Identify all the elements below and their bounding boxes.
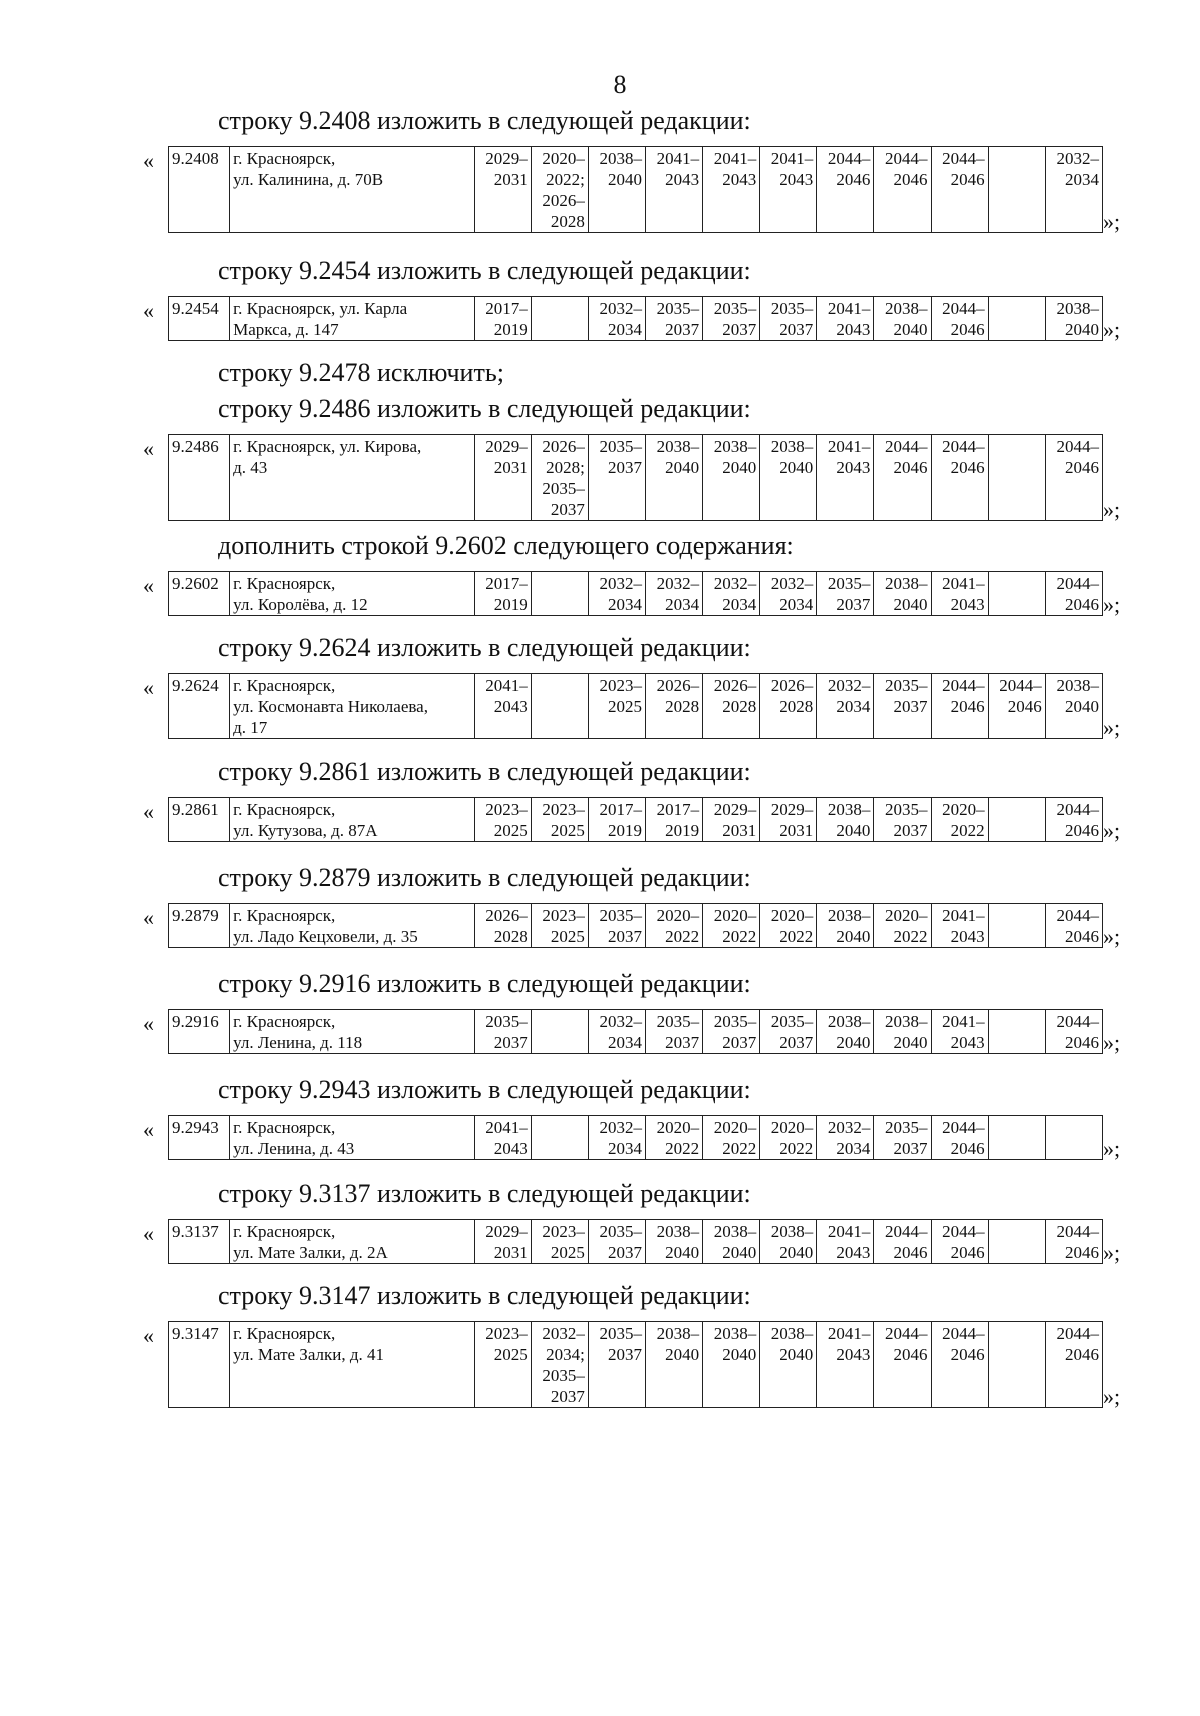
year-range-cell: 2032– 2034 [817, 674, 874, 739]
year-range-cell [531, 297, 588, 341]
table-row-wrapper [0, 1115, 1200, 1160]
closing-quote: »; [1103, 1384, 1121, 1409]
year-range-cell: 2041– 2043 [817, 297, 874, 341]
year-range-cell: 2035– 2037 [703, 1010, 760, 1054]
year-range-cell: 2020– 2022 [931, 798, 988, 842]
amendment-heading: строку 9.2486 изложить в следующей редакции: [218, 394, 751, 423]
year-range-cell: 2041– 2043 [760, 147, 817, 233]
year-range-cell: 2038– 2040 [1045, 297, 1102, 341]
amendment-table [168, 1115, 1103, 1160]
table-row-wrapper [0, 1009, 1200, 1054]
year-range-cell: 2035– 2037 [817, 572, 874, 616]
year-range-cell: 2038– 2040 [817, 904, 874, 948]
year-range-cell: 2044– 2046 [931, 297, 988, 341]
year-range-cell: 2035– 2037 [760, 1010, 817, 1054]
opening-quote: « [143, 1323, 154, 1348]
year-range-cell: 2029– 2031 [474, 147, 531, 233]
table-row-wrapper [0, 1321, 1200, 1408]
table-row-wrapper [0, 673, 1200, 739]
amendment-block [0, 968, 1200, 1054]
table-row [169, 798, 1103, 842]
year-range-cell: 2026– 2028 [645, 674, 702, 739]
year-range-cell [988, 1322, 1045, 1408]
year-range-cell: 2038– 2040 [760, 1322, 817, 1408]
year-range-cell: 2032– 2034; 2035– 2037 [531, 1322, 588, 1408]
year-range-cell: 2026– 2028; 2035– 2037 [531, 435, 588, 521]
year-range-cell [988, 798, 1045, 842]
amendment-block [0, 632, 1200, 739]
amendment-block [0, 255, 1200, 341]
year-range-cell: 2044– 2046 [931, 435, 988, 521]
table-row [169, 435, 1103, 521]
year-range-cell: 2038– 2040 [588, 147, 645, 233]
year-range-cell: 2023– 2025 [531, 1220, 588, 1264]
opening-quote: « [143, 675, 154, 700]
year-range-cell: 2035– 2037 [645, 297, 702, 341]
row-number-cell: 9.2624 [169, 674, 230, 739]
year-range-cell: 2032– 2034 [703, 572, 760, 616]
year-range-cell: 2038– 2040 [645, 1322, 702, 1408]
table-row-wrapper [0, 434, 1200, 521]
opening-quote: « [143, 799, 154, 824]
closing-quote: »; [1103, 818, 1121, 843]
year-range-cell: 2035– 2037 [588, 1322, 645, 1408]
year-range-cell [988, 147, 1045, 233]
amendment-heading: строку 9.2454 изложить в следующей редакции: [218, 256, 751, 285]
year-range-cell: 2035– 2037 [588, 1220, 645, 1264]
year-range-cell: 2020– 2022; 2026– 2028 [531, 147, 588, 233]
address-cell: г. Красноярск, ул. Ладо Кецховели, д. 35 [230, 904, 475, 948]
amendment-heading: строку 9.2916 изложить в следующей редакции: [218, 969, 751, 998]
year-range-cell [988, 1010, 1045, 1054]
year-range-cell: 2023– 2025 [531, 798, 588, 842]
address-cell: г. Красноярск, ул. Кирова, д. 43 [230, 435, 475, 521]
table-row [169, 147, 1103, 233]
table-row-wrapper [0, 296, 1200, 341]
amendment-block [0, 357, 1200, 521]
address-cell: г. Красноярск, ул. Королёва, д. 12 [230, 572, 475, 616]
closing-quote: »; [1103, 924, 1121, 949]
year-range-cell: 2035– 2037 [703, 297, 760, 341]
year-range-cell: 2044– 2046 [931, 1220, 988, 1264]
row-number-cell: 9.2879 [169, 904, 230, 948]
year-range-cell: 2032– 2034 [817, 1116, 874, 1160]
year-range-cell: 2032– 2034 [760, 572, 817, 616]
amendment-table [168, 434, 1103, 521]
amendment-heading: строку 9.2861 изложить в следующей редакции: [218, 757, 751, 786]
address-cell: г. Красноярск, ул. Мате Залки, д. 41 [230, 1322, 475, 1408]
table-row-wrapper [0, 146, 1200, 233]
year-range-cell: 2041– 2043 [931, 1010, 988, 1054]
year-range-cell: 2017– 2019 [645, 798, 702, 842]
year-range-cell: 2038– 2040 [645, 435, 702, 521]
opening-quote: « [143, 148, 154, 173]
year-range-cell: 2041– 2043 [474, 674, 531, 739]
row-number-cell: 9.2486 [169, 435, 230, 521]
closing-quote: »; [1103, 592, 1121, 617]
row-number-cell: 9.3137 [169, 1220, 230, 1264]
amendment-heading: строку 9.2879 изложить в следующей редакции: [218, 863, 751, 892]
table-row [169, 1322, 1103, 1408]
year-range-cell: 2041– 2043 [474, 1116, 531, 1160]
year-range-cell: 2038– 2040 [760, 1220, 817, 1264]
year-range-cell: 2029– 2031 [474, 1220, 531, 1264]
year-range-cell: 2020– 2022 [645, 1116, 702, 1160]
year-range-cell: 2044– 2046 [1045, 1322, 1102, 1408]
year-range-cell: 2020– 2022 [703, 904, 760, 948]
address-cell: г. Красноярск, ул. Мате Залки, д. 2А [230, 1220, 475, 1264]
address-cell: г. Красноярск, ул. Ленина, д. 43 [230, 1116, 475, 1160]
address-cell: г. Красноярск, ул. Ленина, д. 118 [230, 1010, 475, 1054]
amendment-heading: строку 9.3147 изложить в следующей редакции: [218, 1281, 751, 1310]
amendment-block [0, 862, 1200, 948]
row-number-cell: 9.2861 [169, 798, 230, 842]
year-range-cell [1045, 1116, 1102, 1160]
year-range-cell: 2038– 2040 [1045, 674, 1102, 739]
year-range-cell: 2044– 2046 [1045, 1220, 1102, 1264]
year-range-cell: 2038– 2040 [703, 435, 760, 521]
year-range-cell: 2038– 2040 [645, 1220, 702, 1264]
year-range-cell: 2044– 2046 [931, 1116, 988, 1160]
opening-quote: « [143, 1011, 154, 1036]
year-range-cell: 2026– 2028 [703, 674, 760, 739]
year-range-cell: 2044– 2046 [1045, 572, 1102, 616]
closing-quote: »; [1103, 715, 1121, 740]
table-row [169, 297, 1103, 341]
opening-quote: « [143, 1117, 154, 1142]
address-cell: г. Красноярск, ул. Кутузова, д. 87А [230, 798, 475, 842]
page-number: 8 [613, 70, 627, 99]
year-range-cell: 2032– 2034 [588, 297, 645, 341]
year-range-cell: 2044– 2046 [931, 674, 988, 739]
year-range-cell: 2032– 2034 [588, 1010, 645, 1054]
amendment-heading: строку 9.2943 изложить в следующей редакции: [218, 1075, 751, 1104]
row-number-cell: 9.2408 [169, 147, 230, 233]
year-range-cell: 2038– 2040 [703, 1220, 760, 1264]
year-range-cell: 2044– 2046 [1045, 798, 1102, 842]
table-row [169, 1116, 1103, 1160]
year-range-cell: 2035– 2037 [645, 1010, 702, 1054]
amendment-table [168, 1321, 1103, 1408]
year-range-cell: 2032– 2034 [1045, 147, 1102, 233]
table-row [169, 674, 1103, 739]
year-range-cell: 2044– 2046 [1045, 1010, 1102, 1054]
closing-quote: »; [1103, 1136, 1121, 1161]
table-row [169, 1010, 1103, 1054]
year-range-cell [988, 297, 1045, 341]
table-row-wrapper [0, 571, 1200, 616]
amendment-table [168, 146, 1103, 233]
year-range-cell [531, 572, 588, 616]
year-range-cell [531, 1116, 588, 1160]
table-row-wrapper [0, 903, 1200, 948]
amendment-table [168, 903, 1103, 948]
year-range-cell: 2029– 2031 [760, 798, 817, 842]
amendment-heading: строку 9.2624 изложить в следующей редакции: [218, 633, 751, 662]
year-range-cell: 2032– 2034 [588, 572, 645, 616]
year-range-cell: 2023– 2025 [474, 1322, 531, 1408]
amendment-block [0, 530, 1200, 616]
address-cell: г. Красноярск, ул. Калинина, д. 70В [230, 147, 475, 233]
year-range-cell: 2020– 2022 [874, 904, 931, 948]
year-range-cell: 2038– 2040 [874, 572, 931, 616]
year-range-cell: 2044– 2046 [931, 147, 988, 233]
table-row-wrapper [0, 1219, 1200, 1264]
row-number-cell: 9.2943 [169, 1116, 230, 1160]
amendment-table [168, 296, 1103, 341]
year-range-cell: 2038– 2040 [703, 1322, 760, 1408]
amendment-block [0, 1280, 1200, 1408]
year-range-cell [531, 1010, 588, 1054]
row-number-cell: 9.2916 [169, 1010, 230, 1054]
year-range-cell: 2035– 2037 [474, 1010, 531, 1054]
year-range-cell: 2026– 2028 [474, 904, 531, 948]
year-range-cell: 2038– 2040 [760, 435, 817, 521]
year-range-cell: 2035– 2037 [874, 674, 931, 739]
year-range-cell: 2041– 2043 [817, 1220, 874, 1264]
table-row [169, 572, 1103, 616]
year-range-cell: 2038– 2040 [817, 1010, 874, 1054]
year-range-cell [988, 435, 1045, 521]
year-range-cell: 2041– 2043 [931, 572, 988, 616]
amendment-table [168, 1009, 1103, 1054]
year-range-cell: 2044– 2046 [874, 147, 931, 233]
closing-quote: »; [1103, 1030, 1121, 1055]
year-range-cell: 2023– 2025 [531, 904, 588, 948]
opening-quote: « [143, 573, 154, 598]
address-cell: г. Красноярск, ул. Космонавта Николаева, д. 17 [230, 674, 475, 739]
year-range-cell: 2044– 2046 [931, 1322, 988, 1408]
closing-quote: »; [1103, 209, 1121, 234]
amendment-table [168, 673, 1103, 739]
year-range-cell: 2020– 2022 [703, 1116, 760, 1160]
amendment-heading: строку 9.2478 исключить; [218, 358, 504, 387]
year-range-cell: 2017– 2019 [588, 798, 645, 842]
year-range-cell: 2044– 2046 [874, 435, 931, 521]
closing-quote: »; [1103, 317, 1121, 342]
amendment-heading: строку 9.2408 изложить в следующей редакции: [218, 106, 751, 135]
closing-quote: »; [1103, 497, 1121, 522]
year-range-cell: 2044– 2046 [988, 674, 1045, 739]
year-range-cell: 2041– 2043 [817, 1322, 874, 1408]
year-range-cell: 2035– 2037 [874, 798, 931, 842]
table-row [169, 1220, 1103, 1264]
closing-quote: »; [1103, 1240, 1121, 1265]
address-cell: г. Красноярск, ул. Карла Маркса, д. 147 [230, 297, 475, 341]
year-range-cell: 2035– 2037 [588, 904, 645, 948]
amendment-block [0, 1178, 1200, 1264]
year-range-cell: 2044– 2046 [817, 147, 874, 233]
year-range-cell [531, 674, 588, 739]
year-range-cell: 2032– 2034 [645, 572, 702, 616]
year-range-cell: 2041– 2043 [931, 904, 988, 948]
amendment-table [168, 1219, 1103, 1264]
amendment-block [0, 756, 1200, 842]
year-range-cell: 2035– 2037 [874, 1116, 931, 1160]
amendment-table [168, 797, 1103, 842]
year-range-cell: 2035– 2037 [760, 297, 817, 341]
year-range-cell: 2020– 2022 [645, 904, 702, 948]
amendment-block [0, 1074, 1200, 1160]
opening-quote: « [143, 1221, 154, 1246]
year-range-cell: 2029– 2031 [703, 798, 760, 842]
row-number-cell: 9.2602 [169, 572, 230, 616]
amendment-heading: дополнить строкой 9.2602 следующего содержания: [218, 531, 794, 560]
year-range-cell: 2038– 2040 [817, 798, 874, 842]
table-row [169, 904, 1103, 948]
year-range-cell: 2041– 2043 [817, 435, 874, 521]
year-range-cell [988, 572, 1045, 616]
year-range-cell: 2038– 2040 [874, 1010, 931, 1054]
year-range-cell [988, 904, 1045, 948]
amendment-table [168, 571, 1103, 616]
year-range-cell: 2020– 2022 [760, 1116, 817, 1160]
year-range-cell: 2032– 2034 [588, 1116, 645, 1160]
year-range-cell [988, 1116, 1045, 1160]
year-range-cell: 2026– 2028 [760, 674, 817, 739]
year-range-cell: 2044– 2046 [874, 1322, 931, 1408]
table-row-wrapper [0, 797, 1200, 842]
year-range-cell: 2044– 2046 [874, 1220, 931, 1264]
opening-quote: « [143, 905, 154, 930]
year-range-cell: 2023– 2025 [588, 674, 645, 739]
year-range-cell: 2044– 2046 [1045, 435, 1102, 521]
year-range-cell [988, 1220, 1045, 1264]
row-number-cell: 9.3147 [169, 1322, 230, 1408]
year-range-cell: 2038– 2040 [874, 297, 931, 341]
opening-quote: « [143, 436, 154, 461]
year-range-cell: 2020– 2022 [760, 904, 817, 948]
row-number-cell: 9.2454 [169, 297, 230, 341]
year-range-cell: 2041– 2043 [703, 147, 760, 233]
year-range-cell: 2041– 2043 [645, 147, 702, 233]
year-range-cell: 2017– 2019 [474, 572, 531, 616]
year-range-cell: 2017– 2019 [474, 297, 531, 341]
year-range-cell: 2023– 2025 [474, 798, 531, 842]
year-range-cell: 2044– 2046 [1045, 904, 1102, 948]
year-range-cell: 2029– 2031 [474, 435, 531, 521]
amendment-heading: строку 9.3137 изложить в следующей редакции: [218, 1179, 751, 1208]
year-range-cell: 2035– 2037 [588, 435, 645, 521]
amendment-block [0, 105, 1200, 233]
opening-quote: « [143, 298, 154, 323]
